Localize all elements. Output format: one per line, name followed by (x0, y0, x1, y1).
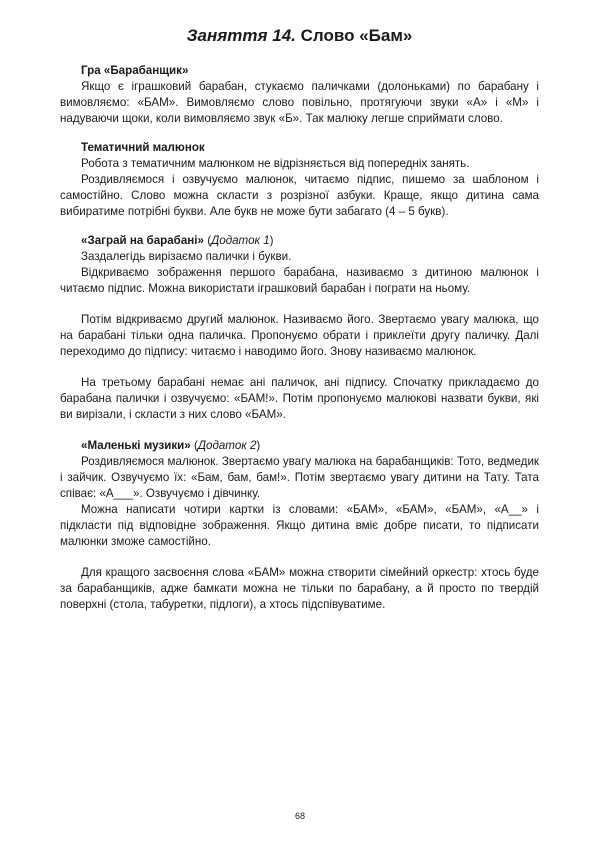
paragraph: Робота з тематичним малюнком не відрізняється від попередніх занять. (81, 156, 470, 170)
paragraph: Роздивляємося малюнок. Звертаємо увагу малюка на барабанщиків: Тото, ведмедик і зайчик. Озвучуємо їх: «Бам, бам, бам!». Потім звертаємо увагу дитини на Тату. Тата співає: «А___». Озвучуємо і дівчинку. (60, 454, 539, 500)
section-heading: «Заграй на барабані» (Додаток 1) (81, 233, 274, 247)
paragraph: Якщо є іграшковий барабан, стукаємо паличками (долоньками) по барабану і вимовляємо: «БАМ». Вимовляємо слово повільно, протягуючи звуки «А» і «М» і надуваючи щоки, коли вимовляємо звук «Б». Так малюку легше сприймати слово. (60, 79, 539, 125)
section-thematic-picture (60, 140, 539, 220)
section-heading: «Маленькі музики» (Додаток 2) (81, 438, 261, 452)
section-heading-text: «Маленькі музики» (81, 438, 191, 452)
lesson-number: Заняття 14. (186, 26, 296, 45)
paragraph: Заздалегідь вирізаємо палички і букви. (81, 249, 292, 263)
section-second-drum (60, 312, 539, 360)
section-family-orchestra (60, 565, 539, 613)
section-third-drum (60, 375, 539, 423)
section-drummer-game (60, 63, 539, 127)
lesson-title-text: Слово «Бам» (300, 26, 413, 45)
appendix-note: Додаток 1 (211, 233, 270, 247)
section-little-musicians (60, 438, 539, 550)
paragraph: Потім відкриваємо другий малюнок. Називаємо його. Звертаємо увагу малюка, що на барабані тільки одна паличка. Пропонуємо обрати і приклеїти другу паличку. Далі переходимо до підпису: читаємо і наводимо його. Знову називаємо малюнок. (60, 312, 539, 358)
paragraph: Роздивляємося і озвучуємо малюнок, читаємо підпис, пишемо за шаблоном і самостійно. Слово можна скласти з розрізної азбуки. Краще, якщо дитина сама вибиратиме потрібні букви. Але букв не може бути забагато (4 – 5 букв). (60, 172, 539, 218)
section-heading: Гра «Барабанщик» (81, 64, 189, 77)
lesson-title (60, 0, 539, 51)
page-number: 68 (294, 811, 305, 821)
appendix-note: Додаток 2 (197, 438, 257, 452)
paragraph: Можна написати чотири картки із словами: «БАМ», «БАМ», «БАМ», «А__» і підкласти під відповідне зображення. Якщо дитина вміє добре писати, то підписати малюнки зможе самостійно. (60, 502, 539, 548)
paragraph: Відкриваємо зображення першого барабана, називаємо з дитиною малюнок і читаємо підпис. Можна використати іграшковий барабан і пограти на ньому. (60, 265, 539, 295)
section-heading: Тематичний малюнок (81, 140, 205, 154)
paragraph: Для кращого засвоєння слова «БАМ» можна створити сімейний оркестр: хтось буде за барабанщиків, адже бамкати можна не тільки по барабану, а й просто по твердій поверхні (стола, табуретки, підлоги), а хтось підспівуватиме. (60, 565, 539, 611)
paragraph: На третьому барабані немає ані паличок, ані підпису. Спочатку прикладаємо до барабана палички і озвучуємо: «БАМ!». Потім пропонуємо малюкові назвати букви, які ви вирізали, і скласти з них слово «БАМ». (60, 375, 539, 421)
section-heading-text: «Заграй на барабані» (81, 233, 204, 247)
section-play-drum (60, 233, 539, 297)
